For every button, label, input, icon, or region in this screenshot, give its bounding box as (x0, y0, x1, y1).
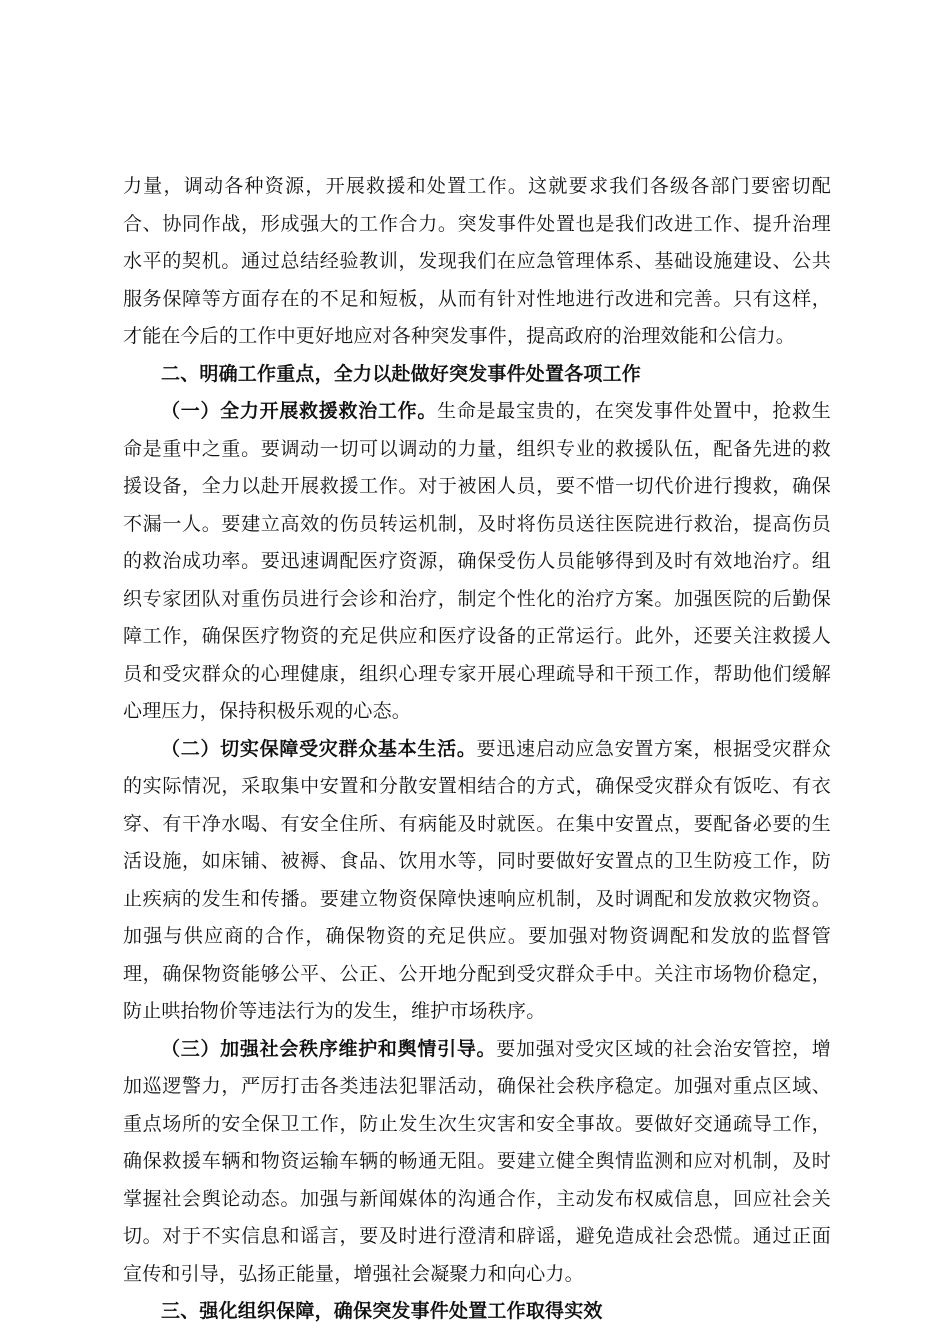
section-heading-2: 二、明确工作重点，全力以赴做好突发事件处置各项工作 (161, 362, 642, 385)
subsection-3-title: （三）加强社会秩序维护和舆情引导。 (161, 1037, 497, 1060)
intro-paragraph: 力量，调动各种资源，开展救援和处置工作。这就要求我们各级各部门要密切配合、协同作战，形成强大的工作合力。突发事件处置也是我们改进工作、提升治理水平的契机。通过总结经验教训，发现我们在应急管理体系、基础设施建设、公共服务保障等方面存在的不足和短板，从而有针对性地进行改进和完善。只有这样，才能在今后的工作中更好地应对各种突发事件，提高政府的治理效能和公信力。 (123, 175, 831, 347)
subsection-2-title: （二）切实保障受灾群众基本生活。 (161, 737, 477, 760)
subsection-1-paragraph (123, 393, 831, 731)
section-heading-3: 三、强化组织保障，确保突发事件处置工作取得实效 (161, 1300, 603, 1322)
subsection-2-body: 要迅速启动应急安置方案，根据受灾群众的实际情况，采取集中安置和分散安置相结合的方式，确保受灾群众有饭吃、有衣穿、有干净水喝、有安全住所、有病能及时就医。在集中安置点，要配备必要的生活设施，如床铺、被褥、食品、饮用水等，同时要做好安置点的卫生防疫工作，防止疾病的发生和传播。要建立物资保障快速响应机制，及时调配和发放救灾物资。加强与供应商的合作，确保物资的充足供应。要加强对物资调配和发放的监督管理，确保物资能够公平、公正、公开地分配到受灾群众手中。关注市场物价稳定，防止哄抬物价等违法行为的发生，维护市场秩序。 (123, 737, 832, 1022)
subsection-3-paragraph (123, 1031, 831, 1294)
document-body (123, 168, 831, 1331)
subsection-1-title: （一）全力开展救援救治工作。 (161, 400, 438, 422)
subsection-1-body: 生命是最宝贵的，在突发事件处置中，抢救生命是重中之重。要调动一切可以调动的力量，组织专业的救援队伍，配备先进的救援设备，全力以赴开展救援工作。对于被困人员，要不惜一切代价进行搜救，确保不漏一人。要建立高效的伤员转运机制，及时将伤员送往医院进行救治，提高伤员的救治成功率。要迅速调配医疗资源，确保受伤人员能够得到及时有效地治疗。组织专家团队对重伤员进行会诊和治疗，制定个性化的治疗方案。加强医院的后勤保障工作，确保医疗物资的充足供应和医疗设备的正常运行。此外，还要关注救援人员和受灾群众的心理健康，组织心理专家开展心理疏导和干预工作，帮助他们缓解心理压力，保持积极乐观的心态。 (123, 400, 831, 722)
subsection-2-paragraph (123, 731, 831, 1031)
subsection-3-body: 要加强对受灾区域的社会治安管控，增加巡逻警力，严厉打击各类违法犯罪活动，确保社会秩序稳定。加强对重点区域、重点场所的安全保卫工作，防止发生次生灾害和安全事故。要做好交通疏导工作，确保救援车辆和物资运输车辆的畅通无阻。要建立健全舆情监测和应对机制，及时掌握社会舆论动态。加强与新闻媒体的沟通合作，主动发布权威信息，回应社会关切。对于不实信息和谣言，要及时进行澄清和辟谣，避免造成社会恐慌。通过正面宣传和引导，弘扬正能量，增强社会凝聚力和向心力。 (123, 1037, 832, 1285)
